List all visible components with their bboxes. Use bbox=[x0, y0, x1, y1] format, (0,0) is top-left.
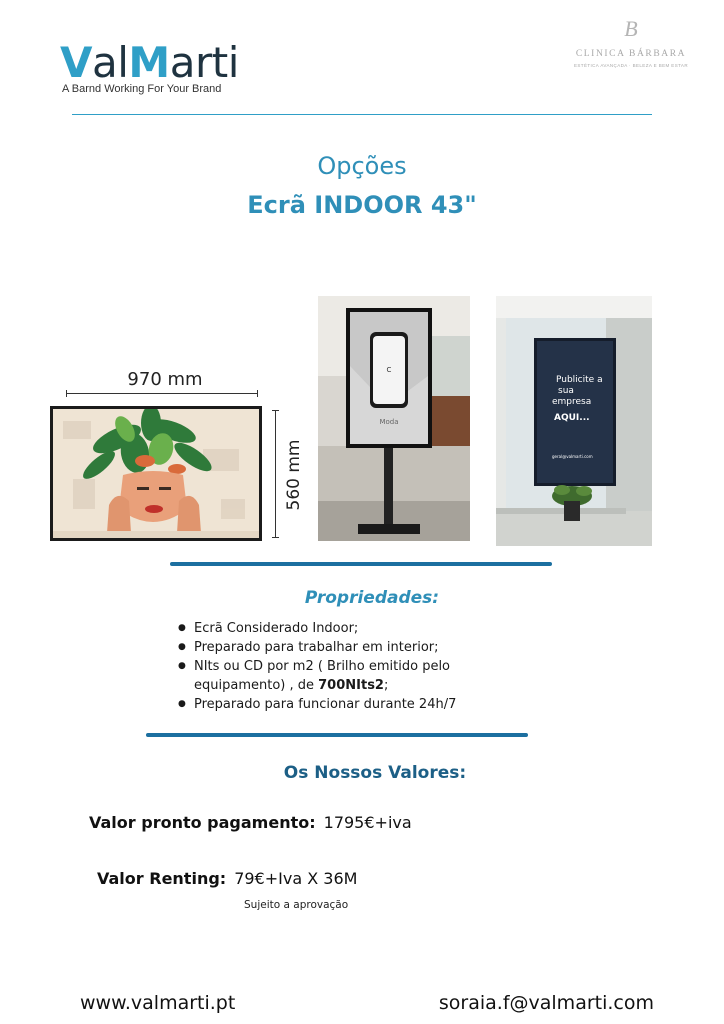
logo-tagline: A Barnd Working For Your Brand bbox=[62, 83, 222, 95]
partner-logo-mark: B bbox=[624, 16, 638, 41]
window-screen-line-3: empresa bbox=[552, 397, 592, 407]
window-screen-photo bbox=[496, 296, 652, 546]
footer-website-link[interactable]: www.valmarti.pt bbox=[80, 992, 236, 1014]
page-title-product: Ecrã INDOOR 43" bbox=[247, 191, 477, 219]
height-dimension-label: 560 mm bbox=[284, 439, 304, 511]
list-item: ● Ecrã Considerado Indoor; bbox=[174, 619, 534, 638]
window-screen-line-1: Publicite a bbox=[556, 375, 603, 385]
renting-price bbox=[97, 869, 357, 888]
brightness-suffix: ; bbox=[383, 678, 389, 693]
values-divider bbox=[146, 733, 528, 737]
list-item: ● Preparado para funcionar durante 24h/7 bbox=[174, 695, 534, 714]
renting-value: 79€+Iva X 36M bbox=[234, 869, 358, 888]
list-item bbox=[174, 657, 534, 695]
immediate-payment-price bbox=[89, 813, 412, 832]
brightness-value: 700NIts2 bbox=[318, 678, 384, 693]
stand-screen-letter: C bbox=[386, 366, 392, 374]
renting-label: Valor Renting: bbox=[97, 869, 227, 888]
footer-email-link[interactable]: soraia.f@valmarti.com bbox=[438, 992, 654, 1014]
values-heading: Os Nossos Valores: bbox=[283, 763, 467, 783]
valmarti-logo: ValMarti bbox=[60, 38, 239, 87]
height-dimension-line bbox=[275, 410, 276, 538]
list-item-text: NIts ou CD por m2 ( Brilho emitido pelo equipamento) , de bbox=[194, 659, 451, 693]
list-item: ● Preparado para trabalhar em interior; bbox=[174, 638, 534, 657]
partner-logo bbox=[566, 18, 696, 68]
partner-logo-name: CLINICA BÁRBARA bbox=[575, 49, 687, 59]
approval-note: Sujeito a aprovação bbox=[244, 899, 349, 911]
stand-screen-caption: Moda bbox=[379, 418, 399, 426]
window-screen-line-2: sua bbox=[558, 386, 574, 396]
properties-heading: Propriedades: bbox=[304, 588, 440, 608]
immediate-payment-value: 1795€+iva bbox=[323, 813, 412, 832]
immediate-payment-label: Valor pronto pagamento: bbox=[89, 813, 316, 832]
width-dimension-line bbox=[66, 393, 258, 394]
window-screen-line-4: AQUI... bbox=[554, 413, 590, 423]
partner-logo-subtitle: ESTÉTICA AVANÇADA · BELEZA E BEM ESTAR bbox=[574, 63, 688, 68]
properties-divider bbox=[170, 562, 552, 566]
screen-artwork-image bbox=[50, 406, 262, 541]
properties-list bbox=[174, 619, 534, 714]
page-title-options: Opções bbox=[317, 152, 407, 180]
width-dimension-label: 970 mm bbox=[127, 369, 203, 390]
indoor-stand-photo bbox=[318, 296, 470, 541]
header-divider bbox=[72, 114, 652, 115]
window-screen-email: geral@valmarti.com bbox=[552, 454, 593, 459]
